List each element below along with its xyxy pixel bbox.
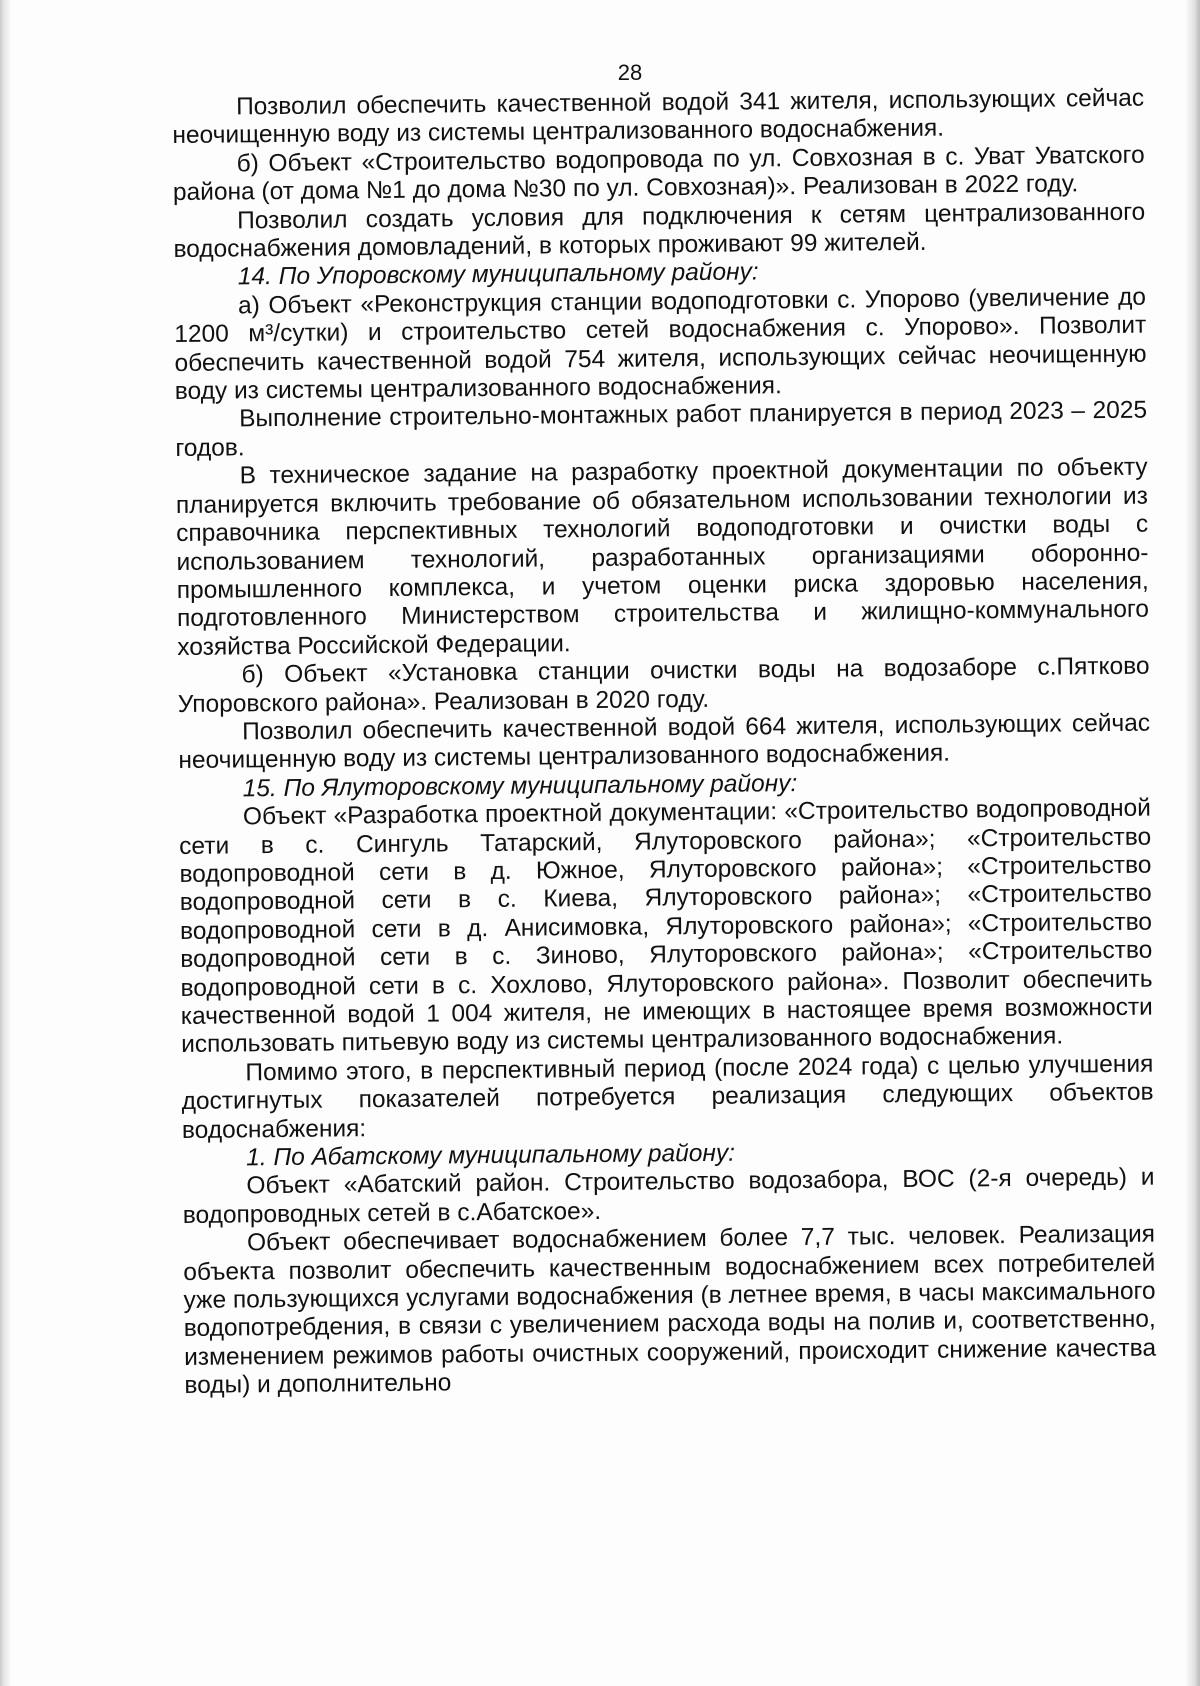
paragraph: б) Объект «Строительство водопровода по ул. Совхозная в с. Уват Уватского района (от дома №1 до дома №30 по ул. Совхозная)». Реализован в 2022 году. — [172, 141, 1145, 207]
paragraph: б) Объект «Установка станции очистки воды на водозаборе с.Пятково Упоровского района». Реализован в 2020 году. — [177, 652, 1150, 718]
section-heading: 14. По Упоровскому муниципальному району: — [237, 258, 759, 291]
paragraph: Помимо этого, в перспективный период (после 2024 года) с целью улучшения достигнутых показателей потребуется реализация следующих объектов водоснабжения: — [181, 1050, 1154, 1144]
section-heading: 15. По Ялуторовскому муниципальному району: — [242, 769, 798, 803]
scan-edge-right — [1186, 0, 1200, 1686]
paragraph: Позволил создать условия для подключения к сетям централизованного водоснабжения домовладений, в которых проживают 99 жителей. — [173, 198, 1146, 264]
paragraph: Позволил обеспечить качественной водой 664 жителя, использующих сейчас неочищенную воду из системы централизованного водоснабжения. — [178, 709, 1151, 775]
paragraph: а) Объект «Реконструкция станции водоподготовки с. Упорово (увеличение до 1200 м³/сутки) и строительство сетей водоснабжения с. Упорово». Позволит обеспечить качественной водой 754 жителя, использующих сейчас неочищенную воду из системы централизованного водоснабжения. — [174, 283, 1147, 406]
page-number: 28 — [617, 60, 643, 85]
document-body — [172, 85, 1156, 1401]
paragraph: Позволил обеспечить качественной водой 341 жителя, использующих сейчас неочищенную воду из системы централизованного водоснабжения. — [172, 84, 1145, 150]
paragraph: Объект «Абатский район. Строительство водозабора, ВОС (2-я очередь) и водопроводных сетей в с.Абатское». — [182, 1164, 1155, 1229]
scan-edge-left — [0, 0, 10, 1686]
paragraph: В техническое задание на разработку проектной документации по объекту планируется включить требование об обязательном использовании технологии из справочника перспективных технологий водоподготовки и очистки воды с использованием технологий, разработанных организациями оборонно-промышленного комплекса, и учетом оценки риска здоровью населения, подготовленного Министерством строительства и жилищно-коммунального хозяйства Российской Федерации. — [175, 453, 1150, 661]
paragraph: Объект обеспечивает водоснабжением более 7,7 тыс. человек. Реализация объекта позволит обеспечить качественным водоснабжением всех потребителей уже пользующихся услугами водоснабжения (в летнее время, в часы максимального водопотребдения, в связи с увеличением расхода воды на полив и, соответственно, изменением режимов работы очистных сооружений, происходит снижение качества воды) и дополнительно — [183, 1220, 1157, 1400]
paragraph: Объект «Разработка проектной документации: «Строительство водопроводной сети в с. Сингуль Татарский, Ялуторовского района»; «Строительство водопроводной сети в д. Южное, Ялуторовского района»; «Строительство водопроводной сети в с. Киева, Ялуторовского района»; «Строительство водопроводной сети в д. Анисимовка, Ялуторовского района»; «Строительство водопроводной сети в с. Зиново, Ялуторовского района»; «Строительство водопроводной сети в с. Хохлово, Ялуторовского района». Позволит обеспечить качественной водой 1 004 жителя, не имеющих в настоящее время возможности использовать питьевую воду из системы централизованного водоснабжения. — [179, 794, 1153, 1059]
section-heading: 1. По Абатскому муниципальному району: — [246, 1139, 736, 1172]
paragraph: Выполнение строительно-монтажных работ планируется в период 2023 – 2025 годов. — [175, 397, 1148, 462]
